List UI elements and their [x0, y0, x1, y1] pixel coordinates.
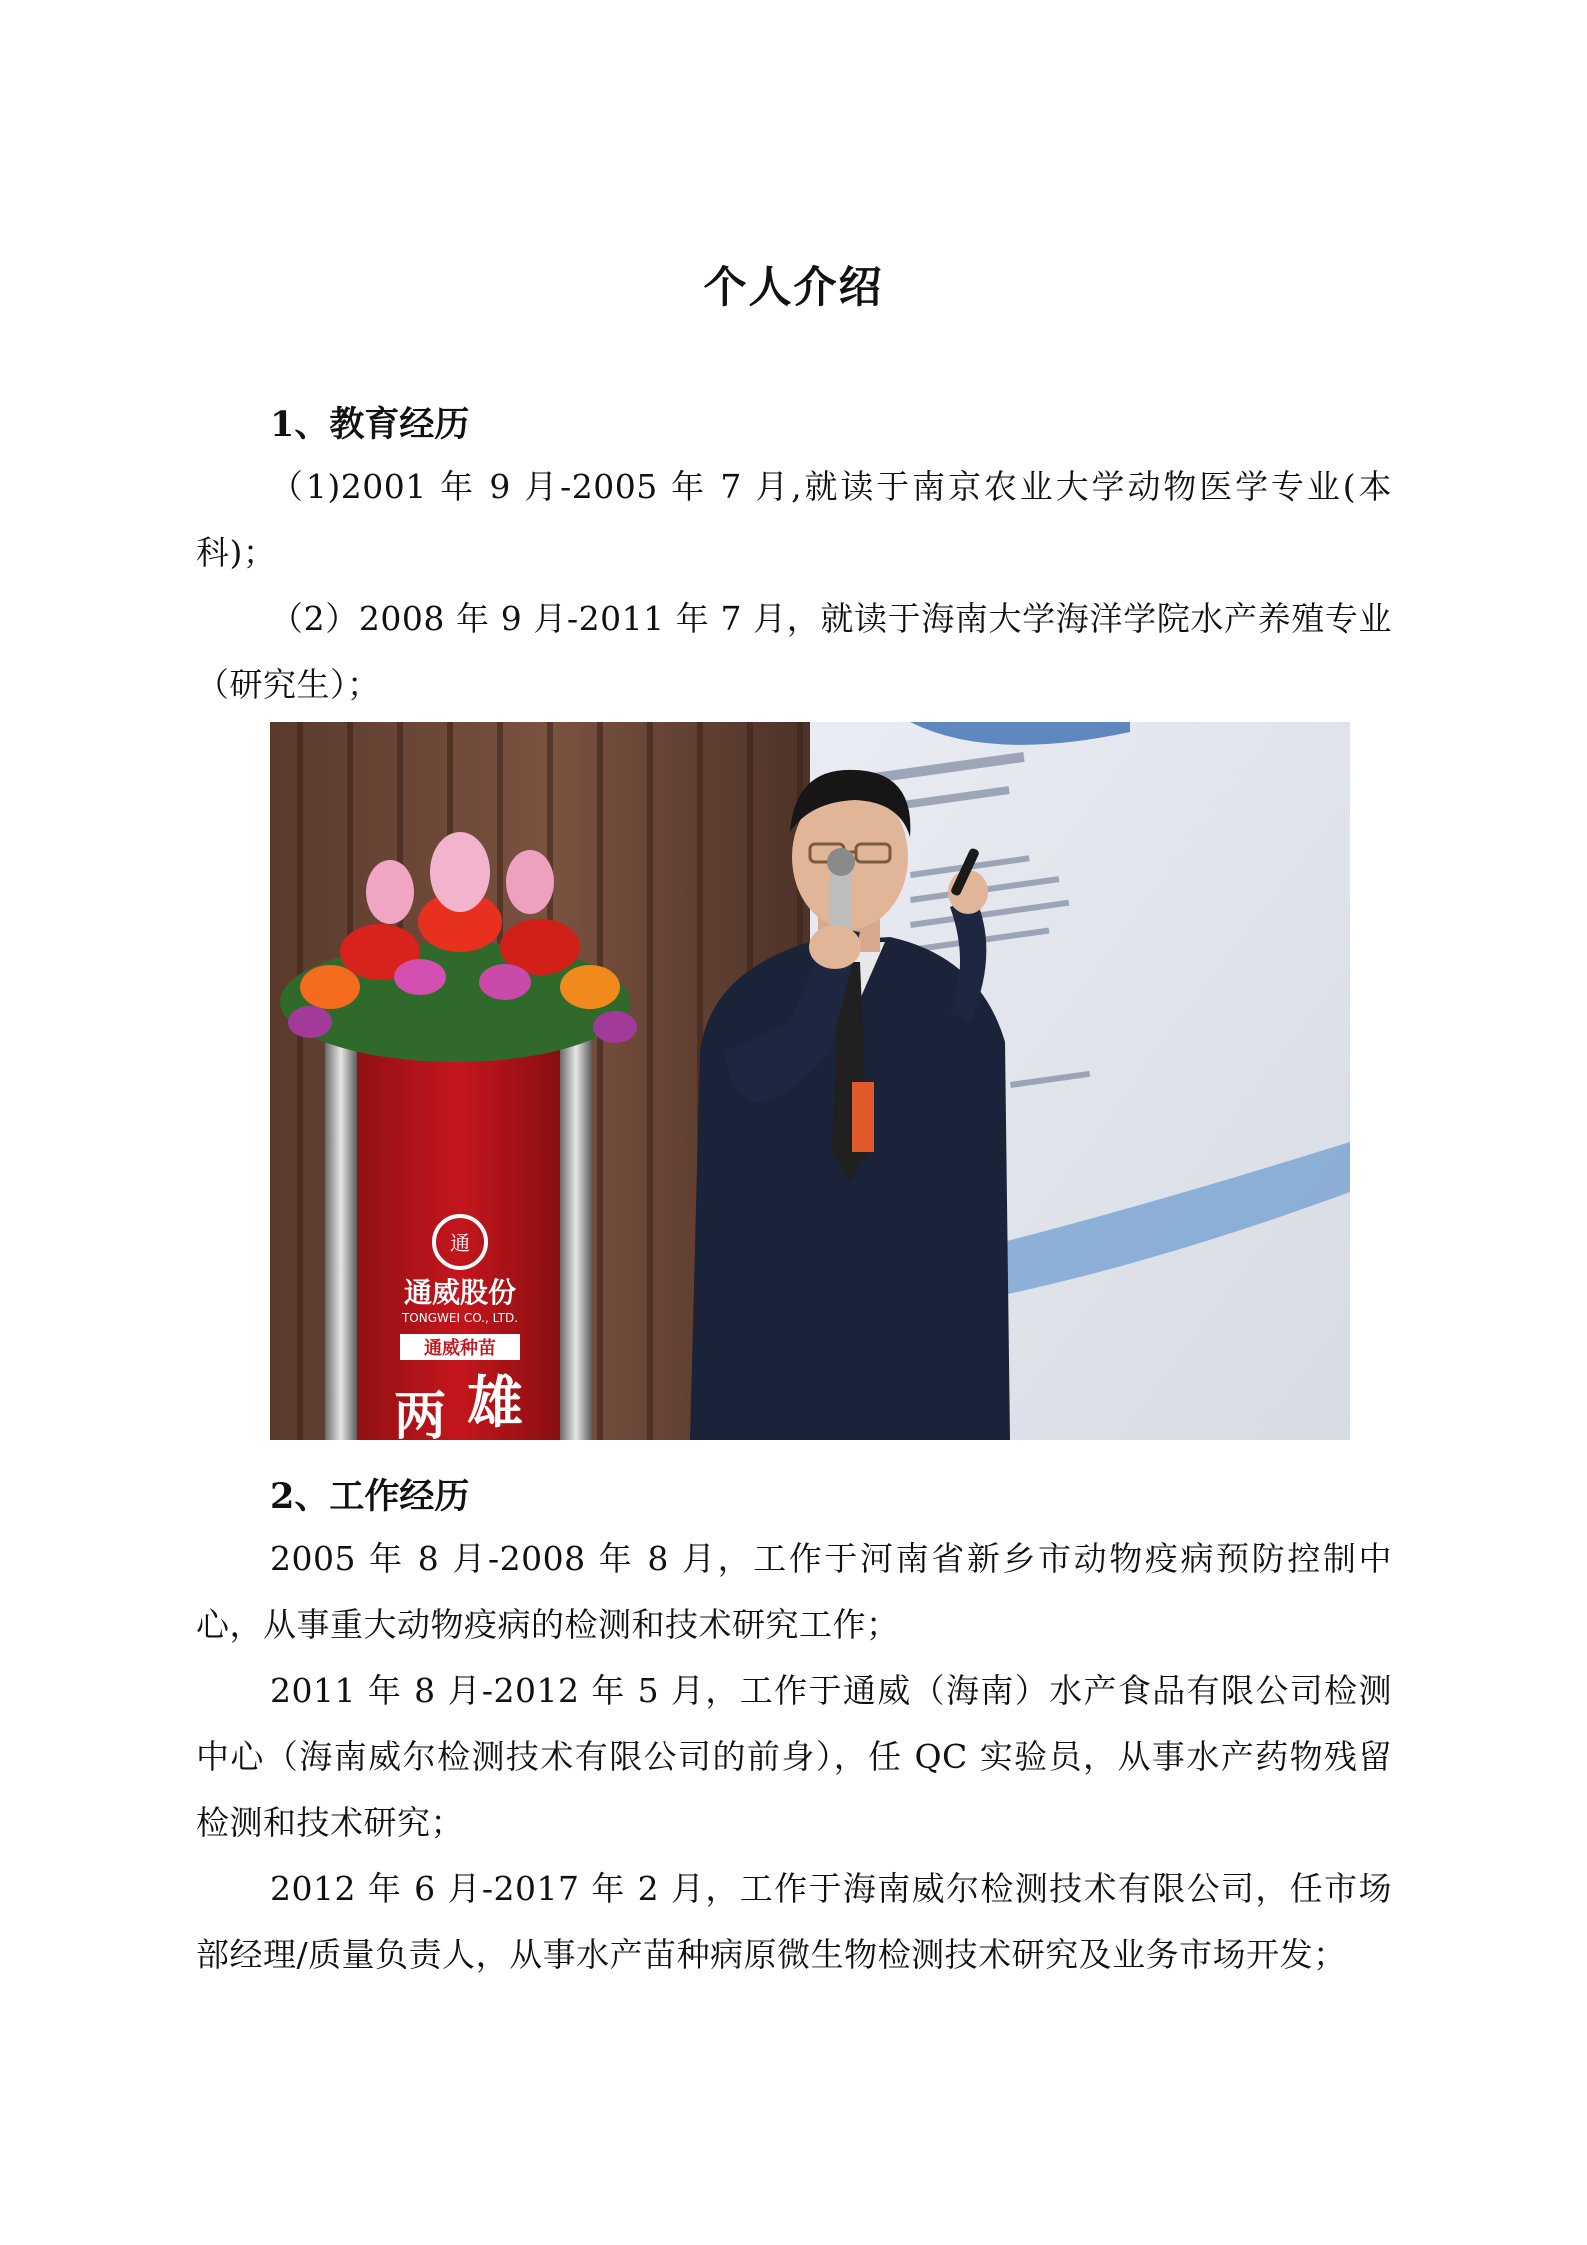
podium-brand-en: TONGWEI CO., LTD.: [401, 1311, 519, 1325]
podium-tag: 通威种苗: [424, 1338, 496, 1359]
education-item-2: （2）2008 年 9 月-2011 年 7 月，就读于海南大学海洋学院水产养殖专业（研究生）；: [196, 599, 1392, 704]
education-item-1: （1)2001 年 9 月-2005 年 7 月,就读于南京农业大学动物医学专业(本科)；: [196, 467, 1392, 572]
speaker-photo: [270, 722, 1350, 1440]
work-heading: 2、工作经历: [270, 1476, 470, 1517]
podium-slogan-b: 两: [393, 1386, 447, 1440]
page-title: 个人介绍: [703, 263, 884, 313]
podium-brand: 通威股份: [403, 1276, 517, 1309]
work-item-1: 2005 年 8 月-2008 年 8 月，工作于河南省新乡市动物疫病预防控制中心，从事重大动物疫病的检测和技术研究工作；: [196, 1539, 1392, 1644]
podium-slogan-a: 雄: [467, 1370, 523, 1436]
work-item-3: 2012 年 6 月-2017 年 2 月，工作于海南威尔检测技术有限公司，任市场部经理/质量负责人，从事水产苗种病原微生物检测技术研究及业务市场开发；: [196, 1869, 1392, 1974]
work-item-2: 2011 年 8 月-2012 年 5 月，工作于通威（海南）水产食品有限公司检测中心（海南威尔检测技术有限公司的前身），任 QC 实验员，从事水产药物残留检测和技术研究；: [196, 1671, 1392, 1842]
svg-text:通: 通: [450, 1231, 470, 1255]
education-heading: 1、教育经历: [270, 404, 470, 445]
